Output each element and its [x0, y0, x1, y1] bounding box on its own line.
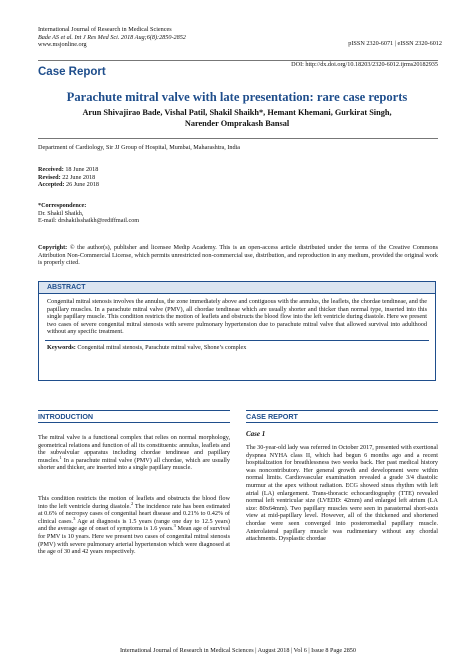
copyright-label: Copyright:: [38, 244, 68, 251]
intro-p2-text-c: Age at diagnosis is 1.5 years (range one day to 12.5 years) and the average age of onset of symptoms is 1.6 years.: [38, 517, 230, 533]
abstract-heading: ABSTRACT: [47, 284, 86, 291]
received-label: Received:: [38, 166, 64, 173]
keywords-label: Keywords:: [47, 344, 76, 351]
authors-rule: [38, 138, 438, 139]
case-report-rule-bottom: [246, 422, 438, 423]
intro-p2-text-d: Mean age of survival for PMV is 10 years. Here we present two cases of congenital mitral stenosis (PMV) with severe pulmonary arterial hypertension which were diagnosed at the age of 30 and 42 years respectively.: [38, 525, 231, 556]
intro-heading: INTRODUCTION: [38, 412, 94, 421]
intro-p2-citation-3: 3: [173, 523, 176, 529]
received-value: 18 June 2018: [65, 166, 99, 173]
article-type-label: Case Report: [38, 66, 106, 78]
correspondence-email[interactable]: E-mail: drshakilsshaikh@rediffmail.com: [38, 217, 140, 225]
correspondence: [38, 202, 238, 225]
accepted-value: 26 June 2018: [66, 181, 100, 189]
journal-name: International Journal of Research in Medical Sciences: [38, 26, 172, 33]
intro-paragraph-1: [38, 434, 230, 472]
revised-value: 22 June 2018: [62, 173, 96, 181]
revised-label: Revised:: [38, 173, 61, 181]
authors-line-1: Arun Shivajirao Bade, Vishal Patil, Shakil Shaikh*, Hemant Khemani, Gurkirat Singh,: [82, 108, 392, 117]
intro-p2-text-a: This condition restricts the motion of leaflets and obstructs the blood flow into the left ventricle during diastole.: [38, 495, 230, 510]
received-date: [38, 166, 238, 174]
keywords-rule: [45, 340, 429, 341]
keywords-text: Congenital mitral stenosis, Parachute mitral valve, Shone’s complex: [77, 344, 247, 351]
authors-line-2: Narender Omprakash Bansal: [184, 118, 290, 128]
correspondence-label: *Correspondence:: [38, 202, 87, 209]
journal-header: [38, 26, 278, 49]
abstract-text: Congenital mitral stenosis involves the annulus, the zone immediately above and contiguous with the annulus, the leaflets, the chordae tendineae, and the papillary muscles. In a parachute mitral valve (PMV), all chordae tendineae which are usually shorter and thicker than normal type, inserted into this single papillary muscle. This condition restricts the motion of leaflets and obstructs the blood flow into the left ventricle during diastole. Here we present two cases of severe congenital mitral stenosis with severe pulmonary hypertension due to parachute mitral valve that allowed survival into adulthood without any specific treatment.: [47, 298, 427, 336]
intro-p2-citation-2: 3: [73, 515, 76, 521]
intro-p1-citation: 1: [59, 454, 62, 460]
correspondence-name: Dr. Shakil Shaikh,: [38, 209, 84, 217]
case-report-rule-top: [246, 410, 438, 411]
copyright-text: © the author(s), publisher and licensee Medip Academy. This is an open-access article distributed under the terms of the Creative Commons Attribution Non-Commercial License, which permits unrestricted non-commercial use, distribution, and reproduction in any medium, provided the original work is properly cited.: [38, 244, 439, 267]
copyright-notice: [38, 244, 438, 267]
intro-p2-text-b: The incidence rate has been estimated at 0.6% of necropsy cases of congenital heart disease and 0.21% to 0.42% of clinical cases.: [38, 502, 230, 525]
intro-p1-text-a: The mitral valve is a functional complex that relies on normal morphology, geometrical relations and function of all its constituents: annulus, leaflets and the subvalvular apparatus including chordae tendineae and papillary muscles.: [38, 434, 230, 464]
intro-p2-citation-1: 2: [130, 500, 134, 506]
case1-heading: Case 1: [246, 430, 266, 438]
accepted-label: Accepted:: [38, 181, 65, 189]
affiliation: Department of Cardiology, Sir JJ Group of Hospital, Mumbai, Maharashtra, India: [38, 144, 241, 151]
intro-rule-top: [38, 410, 230, 411]
case-report-heading: CASE REPORT: [246, 412, 298, 421]
revised-date: [38, 174, 238, 182]
article-title: Parachute mitral valve with late presentation: rare case reports: [66, 90, 408, 104]
page-footer: International Journal of Research in Medical Sciences | August 2018 | Vol 6 | Issue 8 Page 2850: [120, 647, 356, 654]
journal-website[interactable]: www.msjonline.org: [38, 41, 87, 49]
keywords: [47, 344, 427, 352]
case1-paragraph: The 30-year-old lady was referred in October 2017, presented with exertional dyspnea NYHA class II, which had begun 6 months ago and a recent hospitalization for breathlessness two weeks back. Her past medical history was noncontributory. Her general growth and development were within normal limits. Cardiovascular examination revealed a grade 3/4 diastolic murmur at the apex without radiation. ECG showed sinus rhythm with left atrial (LA) enlargement. Trans-thoracic echocardiography (TTE) revealed normal left ventricular size (LVEDD: 42mm) and enlarged left atrium (LA size: 80x64mm). Two papillary muscles were seen in parasternal short-axis view at mid-papillary level. However, all of the thickened and shortened chordae were seen converged into posteromedial papillary muscle. Anterolateral papillary muscle was rudimentary without any chordal attachments. Dysplastic chordae: [246, 444, 438, 543]
abstract-box: [38, 281, 436, 381]
intro-rule-bottom: [38, 422, 230, 423]
doi-link[interactable]: DOI: http://dx.doi.org/10.18203/2320-6012.ijrms20182935: [291, 61, 438, 68]
intro-paragraph-2: [38, 495, 230, 556]
issn-line: pISSN 2320-6071 | eISSN 2320-6012: [348, 40, 442, 47]
author-list: [40, 108, 434, 129]
abstract-header-bar: [39, 282, 435, 294]
article-dates: [38, 166, 238, 189]
accepted-date: [38, 181, 238, 189]
intro-p1-text-b: In a parachute mitral valve (PMV) all chordae, which are usually shorter and thicker, are inserted into a single papillary muscle.: [38, 456, 230, 472]
citation-line: Bade AS et al. Int J Res Med Sci. 2018 Aug;6(8):2850-2852: [38, 33, 186, 41]
